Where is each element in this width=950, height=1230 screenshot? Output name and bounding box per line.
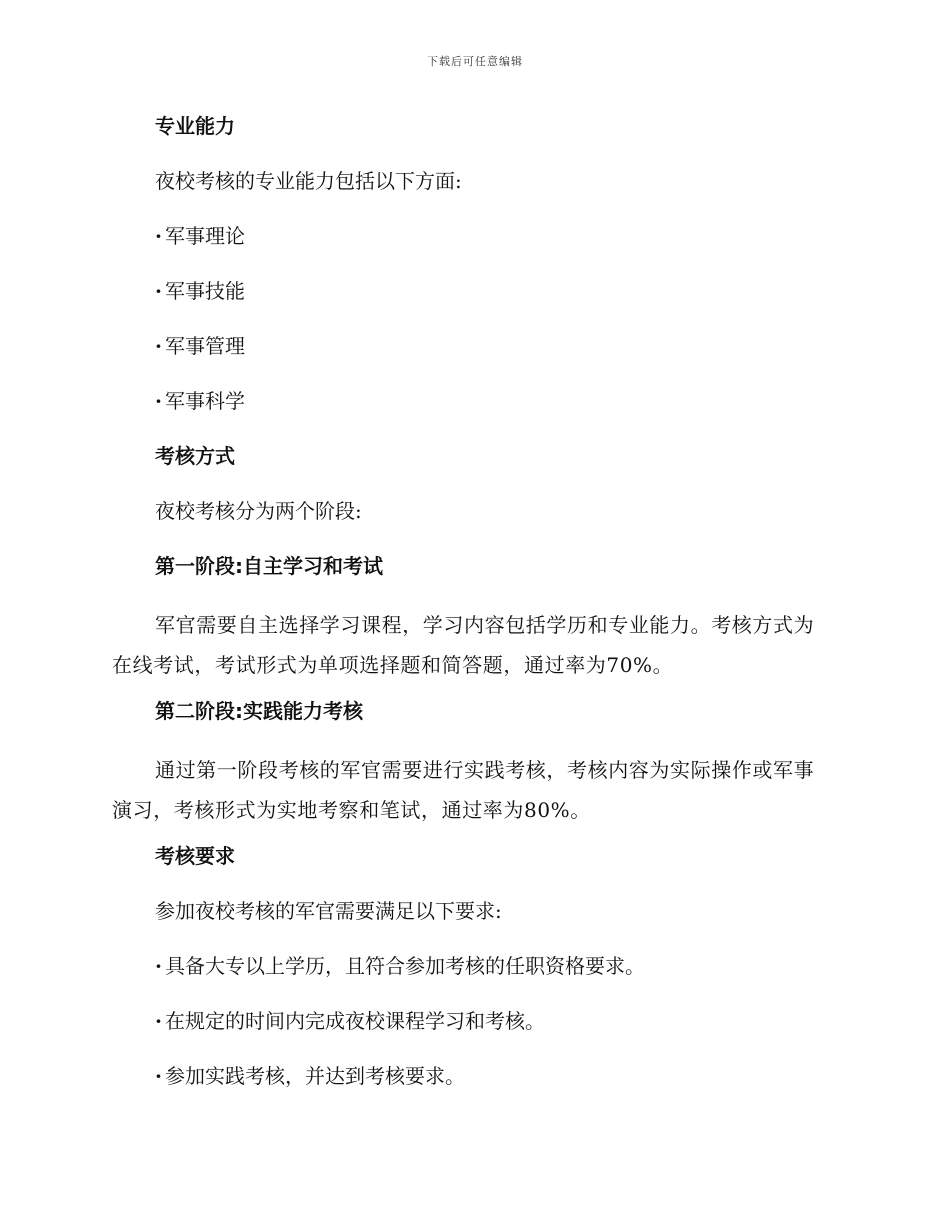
list-item	[112, 330, 832, 385]
list-item-text: 军事科学	[165, 389, 245, 413]
document-body	[112, 110, 832, 1115]
section-title-professional: 专业能力	[155, 114, 235, 138]
bullet-icon: ·	[155, 279, 162, 303]
list-item	[112, 950, 832, 1005]
professional-intro: 夜校考核的专业能力包括以下方面:	[155, 169, 462, 193]
list-item-text: 参加实践考核，并达到考核要求。	[165, 1064, 465, 1088]
stage2-paragraph: 通过第一阶段考核的军官需要进行实践考核，考核内容为实际操作或军事演习，考核形式为实地考察和笔试，通过率为80%。	[112, 758, 815, 822]
list-item-text: 具备大专以上学历，且符合参加考核的任职资格要求。	[165, 954, 645, 978]
bullet-icon: ·	[155, 224, 162, 248]
bullet-icon: ·	[155, 1009, 162, 1033]
list-item	[112, 275, 832, 330]
bullet-icon: ·	[155, 334, 162, 358]
list-item	[112, 1005, 832, 1060]
stage2-title: 第二阶段:实践能力考核	[155, 699, 363, 723]
requirements-intro: 参加夜校考核的军官需要满足以下要求:	[155, 899, 502, 923]
bullet-icon: ·	[155, 1064, 162, 1088]
list-item-text: 在规定的时间内完成夜校课程学习和考核。	[165, 1009, 545, 1033]
stage1-paragraph: 军官需要自主选择学习课程，学习内容包括学历和专业能力。考核方式为在线考试，考试形式为单项选择题和简答题，通过率为70%。	[112, 613, 815, 677]
list-item-text: 军事技能	[165, 279, 245, 303]
method-intro: 夜校考核分为两个阶段:	[155, 499, 362, 523]
section-title-requirements: 考核要求	[155, 844, 235, 868]
stage1-title: 第一阶段:自主学习和考试	[155, 554, 383, 578]
list-item-text: 军事管理	[165, 334, 245, 358]
list-item	[112, 1060, 832, 1115]
section-title-method: 考核方式	[155, 444, 235, 468]
list-item-text: 军事理论	[165, 224, 245, 248]
list-item	[112, 385, 832, 440]
bullet-icon: ·	[155, 954, 162, 978]
page-header: 下载后可任意编辑	[427, 55, 523, 68]
list-item	[112, 220, 832, 275]
bullet-icon: ·	[155, 389, 162, 413]
